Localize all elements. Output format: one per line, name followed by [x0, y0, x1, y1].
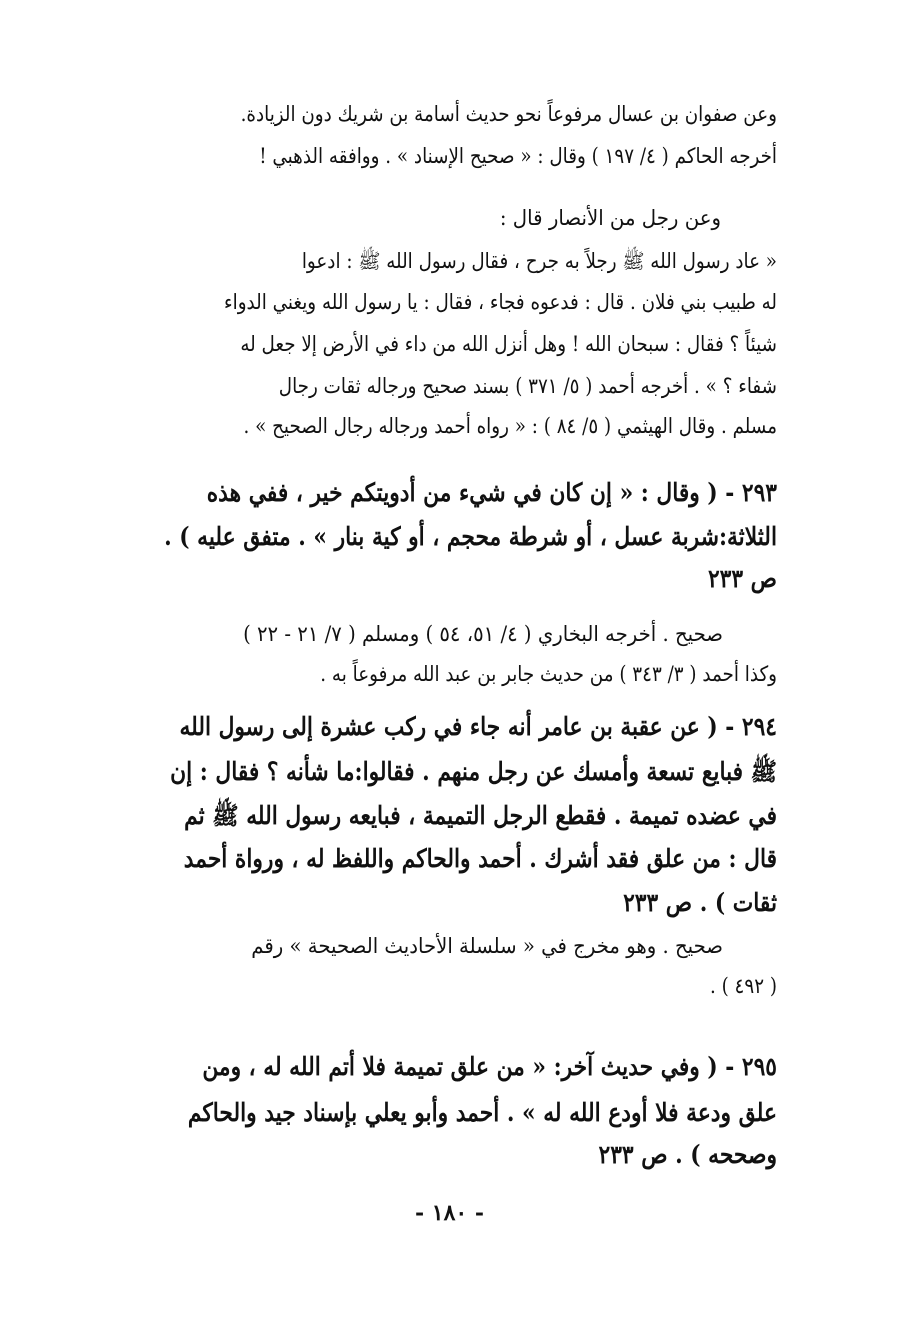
text-line: ( ٤٩٢ ) .: [709, 974, 777, 998]
hadith-295-ref: وصححه ) . ص ٢٣٣: [598, 1140, 777, 1169]
text-line: شفاء ؟ » . أخرجه أحمد ( ٥/ ٣٧١ ) بسند صحيح ورجاله ثقات رجال: [278, 374, 777, 398]
text-line: أخرجه الحاكم ( ٤/ ١٩٧ ) وقال : « صحيح الإسناد » . ووافقه الذهبي !: [259, 144, 777, 168]
text-line: شيئاً ؟ فقال : سبحان الله ! وهل أنزل الله من داء في الأرض إلا جعل له: [240, 332, 777, 356]
hadith-293-line: ٢٩٣ - ( وقال : « إن كان في شيء من أدويتكم خير ، ففي هذه: [206, 478, 777, 507]
hadith-294-ref: ثقات ) . ص ٢٣٣: [623, 888, 777, 917]
text-line: وكذا أحمد ( ٣/ ٣٤٣ ) من حديث جابر بن عبد الله مرفوعاً به .: [320, 662, 777, 686]
page-number: - ١٨٠ -: [414, 1200, 485, 1226]
text-line: له طبيب بني فلان . قال : فدعوه فجاء ، فقال : يا رسول الله ويغني الدواء: [224, 290, 777, 314]
text-line: صحيح . وهو مخرج في « سلسلة الأحاديث الصحيحة » رقم: [251, 934, 723, 958]
text-line: « عاد رسول الله ﷺ رجلاً به جرح ، فقال رسول الله ﷺ : ادعوا: [301, 249, 777, 273]
hadith-294-line: في عضده تميمة . فقطع الرجل التميمة ، فبايعه رسول الله ﷺ ثم: [184, 801, 777, 830]
hadith-294-line: ٢٩٤ - ( عن عقبة بن عامر أنه جاء في ركب عشرة إلى رسول الله: [179, 712, 777, 741]
hadith-294-line: قال : من علق فقد أشرك . أحمد والحاكم واللفظ له ، ورواة أحمد: [183, 844, 777, 873]
text-line: صحيح . أخرجه البخاري ( ٤/ ٥١، ٥٤ ) ومسلم ( ٧/ ٢١ - ٢٢ ): [243, 622, 723, 646]
hadith-294-line: ﷺ فبايع تسعة وأمسك عن رجل منهم . فقالوا:ما شأنه ؟ فقال : إن: [170, 757, 777, 786]
text-line: وعن رجل من الأنصار قال :: [499, 206, 721, 230]
hadith-293-ref: ص ٢٣٣: [707, 564, 777, 593]
hadith-293-line: الثلاثة:شربة عسل ، أو شرطة محجم ، أو كية بنار » . متفق عليه ) .: [164, 522, 777, 551]
hadith-295-line: علق ودعة فلا أودع الله له » . أحمد وأبو يعلي بإسناد جيد والحاكم: [187, 1098, 778, 1127]
hadith-295-line: ٢٩٥ - ( وفي حديث آخر: « من علق تميمة فلا أتم الله له ، ومن: [202, 1052, 777, 1081]
text-line: وعن صفوان بن عسال مرفوعاً نحو حديث أسامة بن شريك دون الزيادة.: [240, 102, 777, 126]
text-line: مسلم . وقال الهيثمي ( ٥/ ٨٤ ) : « رواه أحمد ورجاله رجال الصحيح » .: [243, 414, 777, 438]
